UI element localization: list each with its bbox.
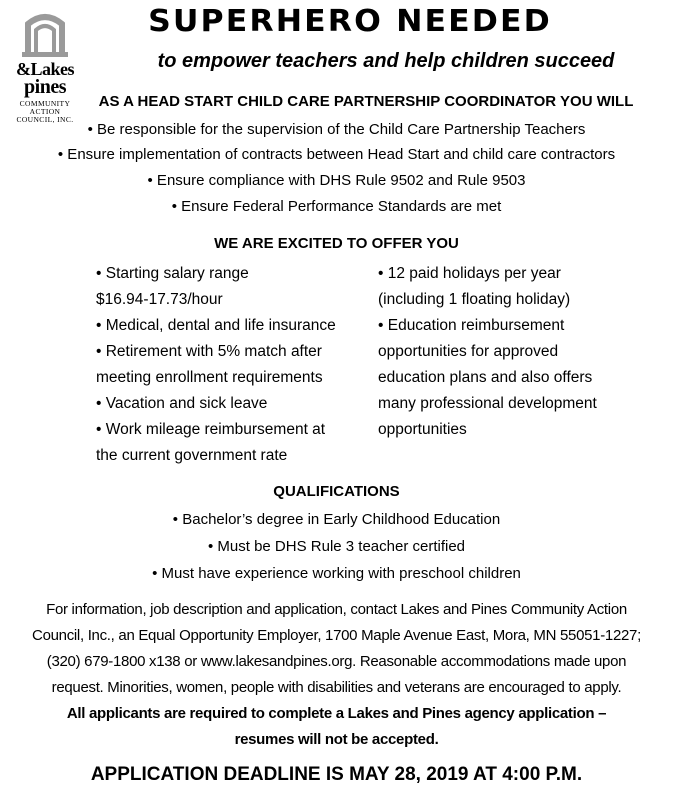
duty-item: • Ensure Federal Performance Standards are met <box>171 198 502 215</box>
qualifications-heading: QUALIFICATIONS <box>273 483 400 500</box>
offer-heading: WE ARE EXCITED TO OFFER YOU <box>214 235 459 252</box>
offer-left-line: • Vacation and sick leave <box>96 395 268 412</box>
offer-right-line: (including 1 floating holiday) <box>378 291 571 308</box>
page-title: SUPERHERO NEEDED <box>148 4 552 39</box>
offer-right-line: many professional development <box>378 395 597 412</box>
contact-line: request. Minorities, women, people with disabilities and veterans are encouraged to apply. <box>51 679 622 696</box>
application-deadline: APPLICATION DEADLINE IS MAY 28, 2019 AT 4:00 P.M. <box>90 764 583 785</box>
role-heading: AS A HEAD START CHILD CARE PARTNERSHIP COORDINATOR YOU WILL <box>98 93 634 110</box>
logo-action: ACTION <box>29 107 61 116</box>
offer-right-line: education plans and also offers <box>378 369 593 386</box>
offer-left-line: • Medical, dental and life insurance <box>96 317 336 334</box>
page-subtitle: to empower teachers and help children succeed <box>157 50 615 72</box>
duty-item: • Ensure compliance with DHS Rule 9502 and Rule 9503 <box>147 172 526 189</box>
offer-left-line: • Retirement with 5% match after <box>96 343 322 360</box>
qualification-item: • Must be DHS Rule 3 teacher certified <box>207 538 466 555</box>
offer-left-line: the current government rate <box>96 447 288 464</box>
qualification-item: • Must have experience working with preschool children <box>152 565 521 582</box>
logo-word-pines: pines <box>24 76 66 98</box>
contact-line: Council, Inc., an Equal Opportunity Employer, 1700 Maple Avenue East, Mora, MN 55051-1227; <box>32 627 641 644</box>
offer-left-line: • Work mileage reimbursement at <box>96 421 326 438</box>
application-requirement: All applicants are required to complete a Lakes and Pines agency application – <box>66 705 607 722</box>
qualification-item: • Bachelor’s degree in Early Childhood Education <box>172 511 501 528</box>
offer-left-line: $16.94-17.73/hour <box>96 291 223 308</box>
contact-line: For information, job description and application, contact Lakes and Pines Community Action <box>46 601 627 618</box>
logo-community: COMMUNITY <box>19 99 71 108</box>
house-arch-icon <box>6 12 84 62</box>
offer-right-line: opportunities <box>378 421 467 438</box>
lakes-and-pines-logo <box>6 12 84 124</box>
application-requirement: resumes will not be accepted. <box>234 731 439 748</box>
offer-left-line: meeting enrollment requirements <box>96 369 323 386</box>
logo-ampersand: & <box>15 59 31 79</box>
offer-left-line: • Starting salary range <box>96 265 249 282</box>
contact-line: (320) 679-1800 x138 or www.lakesandpines.org. Reasonable accommodations made upon <box>46 653 627 670</box>
logo-council: COUNCIL, INC. <box>16 115 74 124</box>
duty-item: • Be responsible for the supervision of the Child Care Partnership Teachers <box>87 121 586 138</box>
logo-lakes: Lakes <box>30 59 74 79</box>
offer-right-line: opportunities for approved <box>378 343 559 360</box>
offer-right-line: • Education reimbursement <box>378 317 565 334</box>
duty-item: • Ensure implementation of contracts between Head Start and child care contractors <box>57 146 616 163</box>
offer-right-line: • 12 paid holidays per year <box>378 265 561 282</box>
